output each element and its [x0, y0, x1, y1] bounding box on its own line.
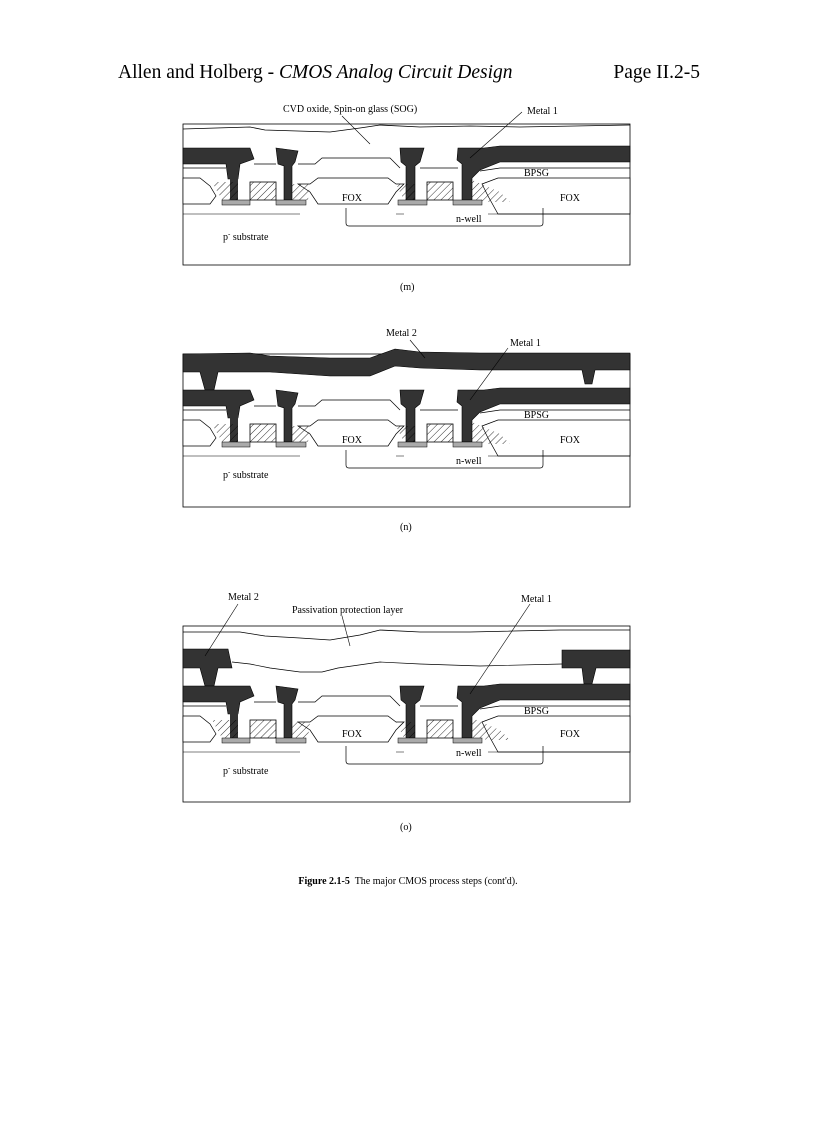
label-passivation: Passivation protection layer	[292, 605, 404, 616]
authors: Allen and Holberg -	[118, 62, 280, 83]
substrate-rest: substrate	[230, 470, 269, 481]
sublabel-m: (m)	[400, 282, 415, 293]
spacer-hatch-2	[292, 722, 310, 738]
label-metal1: Metal 1	[521, 594, 552, 605]
label-substrate	[223, 468, 269, 481]
figure-caption	[0, 876, 816, 887]
label-nwell: n-well	[456, 456, 482, 467]
diffusion-4	[453, 442, 482, 447]
substrate-rest: substrate	[230, 232, 269, 243]
gate-pmos	[427, 182, 453, 200]
substrate-sup: -	[228, 468, 231, 476]
substrate-sup: -	[228, 230, 231, 238]
page-header	[118, 62, 700, 92]
book-title: CMOS Analog Circuit Design	[279, 62, 513, 83]
diffusion-3	[398, 442, 427, 447]
label-bpsg: BPSG	[524, 410, 550, 421]
gate-pmos	[427, 720, 453, 738]
diffusion-2	[276, 200, 306, 205]
gate-nmos	[250, 424, 276, 442]
substrate-p: p	[223, 766, 228, 777]
label-top: CVD oxide, Spin-on glass (SOG)	[283, 104, 418, 115]
label-bpsg: BPSG	[524, 706, 550, 717]
cross-section-n	[0, 324, 816, 539]
label-substrate	[223, 764, 269, 777]
diffusion-4	[453, 200, 482, 205]
label-metal2: Metal 2	[386, 328, 417, 339]
diffusion-4	[453, 738, 482, 743]
diffusion-3	[398, 738, 427, 743]
spacer-hatch-2	[292, 184, 310, 200]
spacer-hatch-2	[292, 426, 310, 442]
substrate-sup: -	[228, 764, 231, 772]
substrate-p: p	[223, 232, 228, 243]
substrate-p: p	[223, 470, 228, 481]
running-title	[118, 62, 513, 84]
label-fox-right: FOX	[560, 729, 581, 740]
diffusion-3	[398, 200, 427, 205]
substrate-rest: substrate	[230, 766, 269, 777]
figure-label: Figure 2.1-5	[298, 876, 350, 887]
label-nwell: n-well	[456, 748, 482, 759]
gate-nmos	[250, 720, 276, 738]
label-fox-left: FOX	[342, 435, 363, 446]
label-fox-left: FOX	[342, 193, 363, 204]
diffusion-1	[222, 442, 250, 447]
label-fox-right: FOX	[560, 435, 581, 446]
sublabel-o: (o)	[400, 822, 412, 833]
label-metal2: Metal 2	[228, 592, 259, 603]
label-metal1: Metal 1	[527, 106, 558, 117]
gate-pmos	[427, 424, 453, 442]
diffusion-1	[222, 738, 250, 743]
figure-caption-text: The major CMOS process steps (cont'd).	[349, 876, 518, 887]
fox-right	[482, 178, 630, 214]
gate-nmos	[250, 182, 276, 200]
label-fox-left: FOX	[342, 729, 363, 740]
fox-right	[482, 716, 630, 752]
sublabel-n: (n)	[400, 522, 412, 533]
diffusion-1	[222, 200, 250, 205]
cross-section-m	[0, 96, 816, 301]
label-metal1: Metal 1	[510, 338, 541, 349]
diffusion-2	[276, 738, 306, 743]
page-number: Page II.2-5	[613, 62, 700, 83]
label-nwell: n-well	[456, 214, 482, 225]
fox-right	[482, 420, 630, 456]
diffusion-2	[276, 442, 306, 447]
label-substrate	[223, 230, 269, 243]
label-fox-right: FOX	[560, 193, 581, 204]
cross-section-o	[0, 588, 816, 833]
label-bpsg: BPSG	[524, 168, 550, 179]
